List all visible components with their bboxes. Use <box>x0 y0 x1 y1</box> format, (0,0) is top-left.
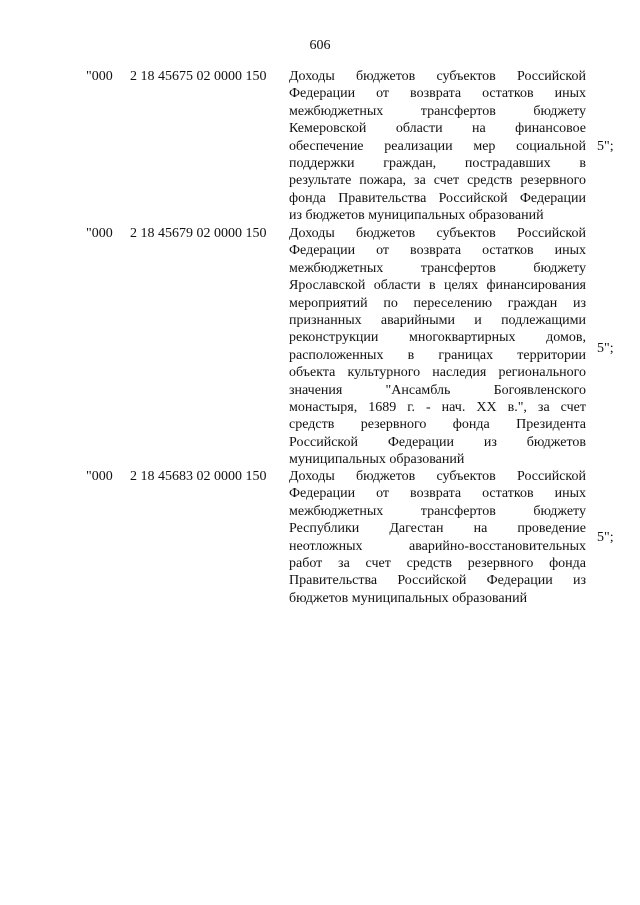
page-number: 606 <box>309 38 331 53</box>
row-description <box>289 225 586 468</box>
description-line: Кемеровской области на финансовое <box>289 121 586 137</box>
description-line: обеспечение реализации мер социальной <box>289 138 586 154</box>
description-line: Ярославской области в целях финансирования <box>289 278 586 294</box>
row-value: 5"; <box>597 530 614 545</box>
description-line: признанных аварийными и подлежащими <box>289 312 586 328</box>
description-line: Федерации от возврата остатков иных <box>289 86 586 102</box>
description-line: фонда Правительства Российской Федерации <box>289 190 586 206</box>
description-line: Доходы бюджетов субъектов Российской <box>289 469 586 484</box>
description-line: реконструкции многоквартирных домов, <box>289 330 586 346</box>
description-line: работ за счет средств резервного фонда <box>289 555 586 571</box>
budget-code: 2 18 45679 02 0000 150 <box>130 226 267 241</box>
description-line: мероприятий по переселению граждан из <box>289 295 586 311</box>
description-line: объекта культурного наследия регионального <box>289 365 586 381</box>
budget-code: 2 18 45675 02 0000 150 <box>130 69 267 84</box>
description-line: значения "Ансамбль Богоявленского <box>289 382 586 398</box>
description-line: результате пожара, за счет средств резервного <box>289 173 586 189</box>
row-description <box>289 68 586 225</box>
description-line: Российской Федерации из бюджетов <box>289 434 586 450</box>
description-line: поддержки граждан, пострадавших в <box>289 155 586 171</box>
description-line: бюджетов муниципальных образований <box>289 590 528 606</box>
description-line: Правительства Российской Федерации из <box>289 573 586 589</box>
description-line: неотложных аварийно-восстановительных <box>289 538 586 554</box>
row-value: 5"; <box>597 341 614 356</box>
description-line: межбюджетных трансфертов бюджету <box>289 260 586 276</box>
description-line: межбюджетных трансфертов бюджету <box>289 103 586 119</box>
description-line: Доходы бюджетов субъектов Российской <box>289 226 586 241</box>
description-line: монастыря, 1689 г. - нач. XX в.", за счет <box>289 399 586 415</box>
description-line: из бюджетов муниципальных образований <box>289 208 544 224</box>
row-prefix: "000 <box>86 226 113 241</box>
budget-code: 2 18 45683 02 0000 150 <box>130 469 267 484</box>
description-line: Федерации от возврата остатков иных <box>289 243 586 259</box>
row-prefix: "000 <box>86 69 113 84</box>
description-line: Доходы бюджетов субъектов Российской <box>289 69 586 84</box>
description-line: Федерации от возврата остатков иных <box>289 486 586 502</box>
description-line: расположенных в границах территории <box>289 347 586 363</box>
description-line: муниципальных образований <box>289 452 465 468</box>
description-line: межбюджетных трансфертов бюджету <box>289 503 586 519</box>
description-line: Республики Дагестан на проведение <box>289 521 586 537</box>
row-prefix: "000 <box>86 469 113 484</box>
row-value: 5"; <box>597 139 614 154</box>
row-description <box>289 468 586 607</box>
description-line: средств резервного фонда Президента <box>289 417 586 433</box>
